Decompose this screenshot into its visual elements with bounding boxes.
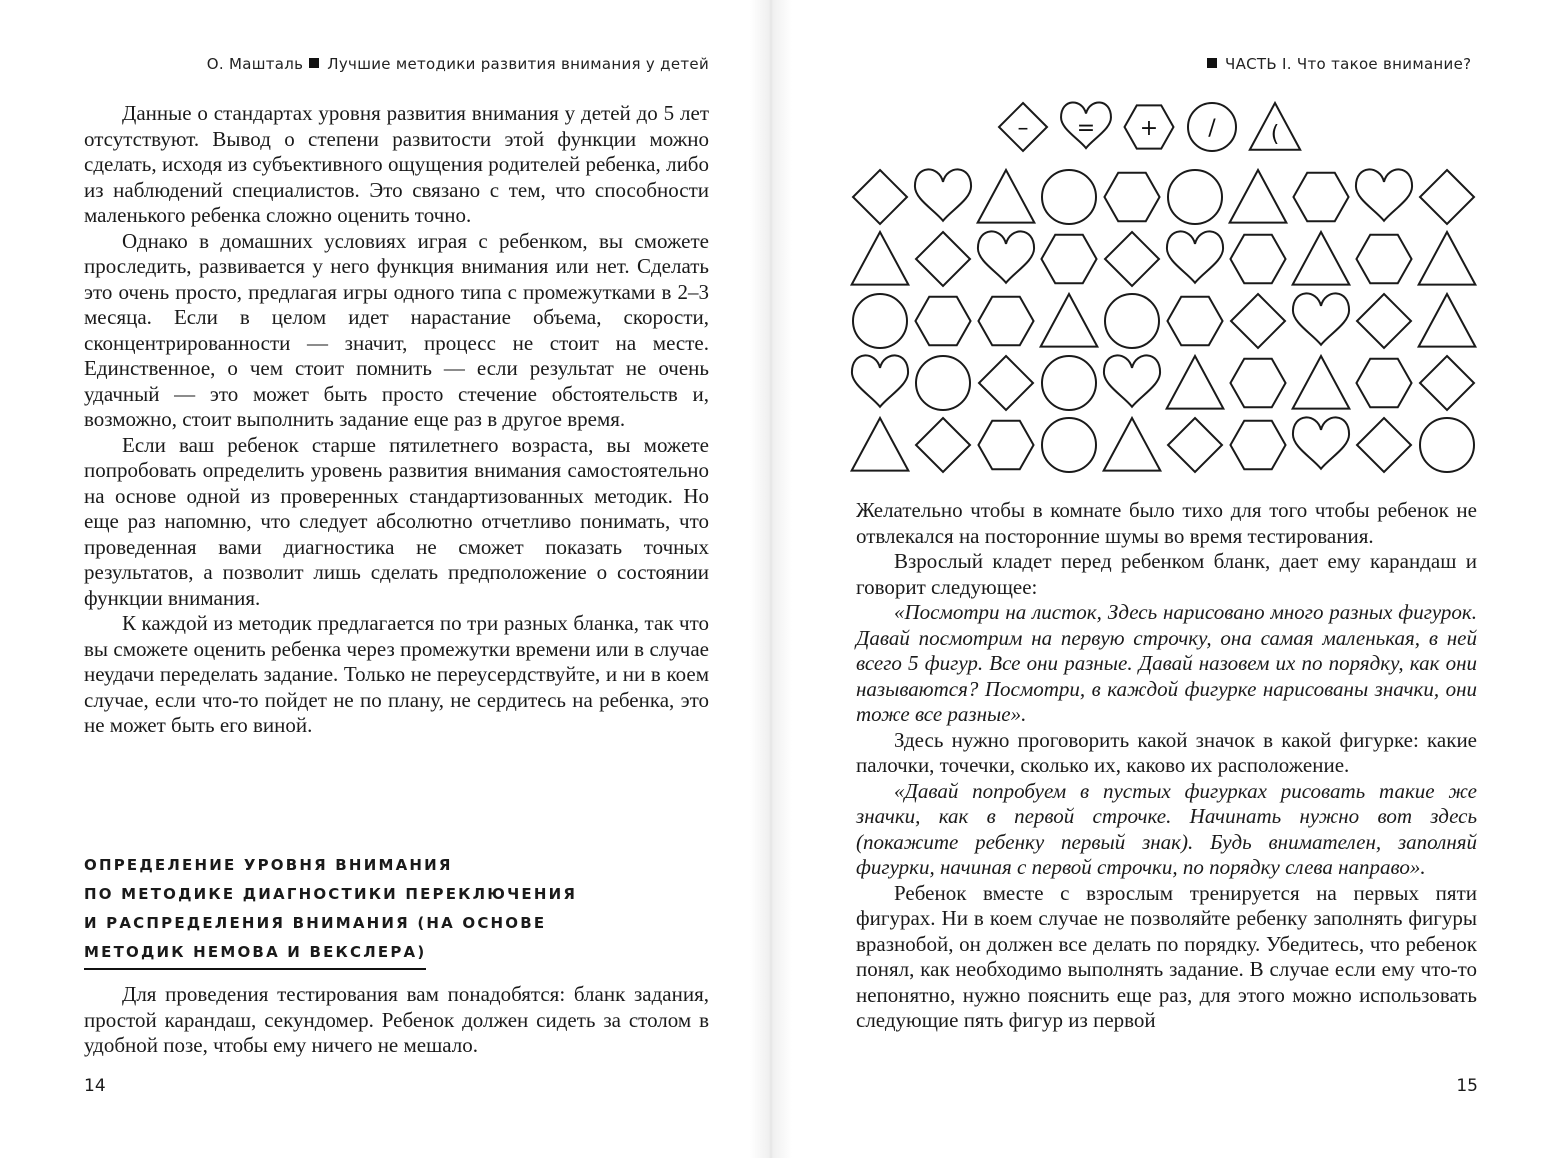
circle-shape: [1105, 294, 1159, 348]
quote-text: «Давай попробуем в пустых фигурках рисовать такие же значки, как в первой строчке. Начинать нужно вот здесь (покажите ребенку первый знак). Будь внимателен, заполняй фигурки, начиная с первой строчки, по порядку слева направо».: [856, 778, 1477, 879]
section-heading: [84, 851, 604, 970]
diamond-shape: [1231, 294, 1285, 348]
circle-shape: [1042, 418, 1096, 472]
hexagon-shape: [1041, 235, 1096, 284]
heart-shape: [1293, 293, 1349, 344]
heading-line: МЕТОДИК НЕМОВА И ВЕКСЛЕРА): [84, 938, 426, 970]
hexagon-shape: [1167, 297, 1222, 346]
paragraph: Взрослый кладет перед ребенком бланк, дает ему карандаш и говорит следующее:: [856, 549, 1477, 599]
instruction-quote: [856, 600, 1477, 728]
heart-shape: [915, 169, 971, 220]
sample-symbol: /: [1208, 116, 1216, 141]
circle-shape: [1168, 170, 1222, 224]
triangle-shape: [1230, 170, 1287, 223]
diamond-shape: [916, 418, 970, 472]
running-head-author: О. Машталь: [206, 55, 304, 73]
triangle-shape: [1167, 356, 1224, 409]
diamond-shape: [853, 170, 907, 224]
hexagon-shape: [1230, 235, 1285, 284]
triangle-shape: [1041, 294, 1098, 347]
heart-shape: [1356, 169, 1412, 220]
triangle-shape: [852, 418, 909, 471]
sample-symbol: –: [1017, 116, 1029, 141]
diamond-shape: [979, 356, 1033, 410]
triangle-shape: [852, 232, 909, 285]
paragraph: Данные о стандартах уровня развития внимания у детей до 5 лет отсутствуют. Вывод о степени развитости этой функции можно сделать, исходя из субъективного ощущения родителей ребенка, либо из наблюдений специалистов. Это связано с тем, что способности маленького ребенка сложно оценить точно.: [84, 101, 709, 227]
triangle-shape: [978, 170, 1035, 223]
diamond-shape: [1357, 418, 1411, 472]
diamond-shape: [1105, 232, 1159, 286]
circle-shape: [853, 294, 907, 348]
paragraph: К каждой из методик предлагается по три разных бланка, так что вы сможете оценить ребенка через промежутки времени или в случае неудачи переделать задание. Только не переусердствуйте, и ни в коем случае, если что-то пойдет не по плану, не сердитесь на ребенка, это не может быть его виной.: [84, 611, 709, 737]
hexagon-shape: [1356, 359, 1411, 408]
diamond-shape: [1420, 356, 1474, 410]
heart-shape: [978, 231, 1034, 282]
triangle-shape: [1293, 232, 1350, 285]
diamond-shape: [1168, 418, 1222, 472]
page-number-right: 15: [1456, 1076, 1478, 1096]
square-bullet-icon: [1207, 58, 1217, 68]
heart-shape: [1167, 231, 1223, 282]
paragraph: Желательно чтобы в комнате было тихо для того чтобы ребенок не отвлекался на посторонние шумы во время тестирования.: [856, 498, 1477, 548]
heading-line: ОПРЕДЕЛЕНИЕ УРОВНЯ ВНИМАНИЯ: [84, 856, 453, 874]
left-body-text-after-heading: [84, 982, 709, 1059]
sample-symbol: =: [1076, 116, 1096, 141]
running-head-part-title: ЧАСТЬ I. Что такое внимание?: [1225, 55, 1472, 73]
hexagon-shape: [978, 297, 1033, 346]
instruction-quote: [856, 779, 1477, 881]
heart-shape: [852, 355, 908, 406]
diamond-shape: [1357, 294, 1411, 348]
heart-shape: [1293, 417, 1349, 468]
hexagon-shape: [978, 421, 1033, 470]
paragraph: Ребенок вместе с взрослым тренируется на первых пяти фигурах. Ни в коем случае не позволяйте ребенку заполнять фигуры вразнобой, он должен все делать по порядку. Убедитесь, что ребенок понял, как необходимо выполнять задание. В случае если ему что-то непонятно, нужно пояснить еще раз, для этого можно использовать следующие пять фигур из первой: [856, 880, 1477, 1032]
hexagon-shape: [1230, 359, 1285, 408]
triangle-shape: [1419, 232, 1476, 285]
quote-text: «Посмотри на листок, Здесь нарисовано много разных фигурок. Давай посмотрим на первую строчку, она самая маленькая, в ней всего 5 фигур. Все они разные. Давай назовем их по порядку, как они называются? Посмотри, в каждой фигурке нарисованы значки, они тоже все разные».: [856, 600, 1477, 726]
right-body-text: [856, 498, 1477, 1034]
shapes-test-form: [849, 95, 1479, 490]
circle-shape: [916, 356, 970, 410]
circle-shape: [1420, 418, 1474, 472]
paragraph: Здесь нужно проговорить какой значок в какой фигурке: какие палочки, точечки, сколько их, каково их расположение.: [856, 727, 1477, 777]
hexagon-shape: [915, 297, 970, 346]
left-body-text: [84, 101, 709, 739]
triangle-shape: [1104, 418, 1161, 471]
circle-shape: [1042, 170, 1096, 224]
circle-shape: [1042, 356, 1096, 410]
sample-symbol: (: [1270, 122, 1280, 147]
hexagon-shape: [1104, 173, 1159, 222]
triangle-shape: [1293, 356, 1350, 409]
diamond-shape: [916, 232, 970, 286]
running-head-book-title: Лучшие методики развития внимания у детей: [327, 55, 709, 73]
paragraph: Однако в домашних условиях играя с ребенком, вы сможете проследить, развивается у него функция внимания или нет. Сделать это очень просто, предлагая игры одного типа с промежутками в 2–3 месяца. Если в целом идет нарастание объема, скорости, сконцентрированности — значит, процесс не стоит на месте. Единственное, о чем стоит помнить — если результат не очень удачный — это может быть просто стечение обстоятельств и, возможно, стоит выполнить задание еще раз в другое время.: [84, 228, 709, 431]
paragraph: Если ваш ребенок старше пятилетнего возраста, вы можете попробовать определить уровень развития внимания самостоятельно на основе одной из проверенных стандартизованных методик. Но еще раз напомню, что следует абсолютно отчетливо понимать, что проведенная вами диагностика не сможет показать точных результатов, а позволит лишь сделать предположение о состоянии функции внимания.: [84, 432, 709, 610]
heading-line: ПО МЕТОДИКЕ ДИАГНОСТИКИ ПЕРЕКЛЮЧЕНИЯ: [84, 885, 578, 903]
heading-line: И РАСПРЕДЕЛЕНИЯ ВНИМАНИЯ (НА ОСНОВЕ: [84, 914, 547, 932]
diamond-shape: [1420, 170, 1474, 224]
running-head-left: [207, 55, 709, 73]
sample-symbol: +: [1139, 116, 1159, 141]
page-number-left: 14: [84, 1076, 106, 1096]
running-head-right: [1201, 55, 1471, 73]
hexagon-shape: [1230, 421, 1285, 470]
paragraph: Для проведения тестирования вам понадобятся: бланк задания, простой карандаш, секундомер. Ребенок должен сидеть за столом в удобной позе, чтобы ему ничего не мешало.: [84, 982, 709, 1057]
triangle-shape: [1419, 294, 1476, 347]
square-bullet-icon: [309, 58, 319, 68]
hexagon-shape: [1356, 235, 1411, 284]
hexagon-shape: [1293, 173, 1348, 222]
heart-shape: [1104, 355, 1160, 406]
right-page: [771, 0, 1542, 1158]
